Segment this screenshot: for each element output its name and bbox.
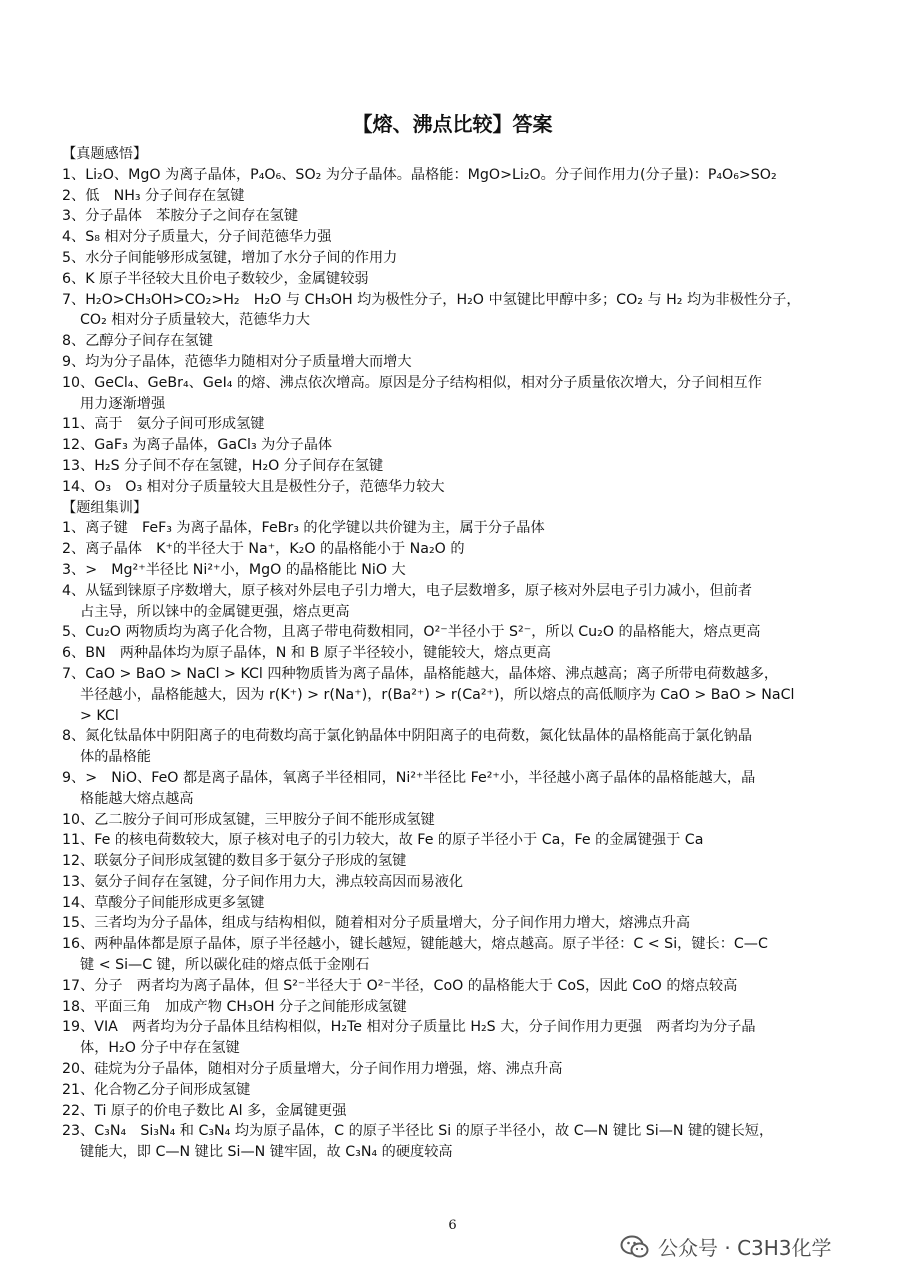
answer-line: 15、三者均为分子晶体，组成与结构相似，随着相对分子质量增大，分子间作用力增大，熔沸点升高	[62, 915, 691, 932]
answer-line: CO₂ 相对分子质量较大，范德华力大	[80, 312, 310, 329]
answer-line: 10、GeCl₄、GeBr₄、GeI₄ 的熔、沸点依次增高。原因是分子结构相似，相对分子质量依次增大，分子间相互作	[62, 374, 762, 391]
answer-line: 6、K 原子半径较大且价电子数较少，金属键较弱	[62, 270, 369, 287]
answer-line: 6、BN 两种晶体均为原子晶体，N 和 B 原子半径较小，键能较大，熔点更高	[62, 645, 551, 662]
answer-line: 5、水分子间能够形成氢键，增加了水分子间的作用力	[62, 249, 398, 266]
answer-line: 20、硅烷为分子晶体，随相对分子质量增大，分子间作用力增强，熔、沸点升高	[62, 1061, 563, 1078]
answer-line: 7、H₂O>CH₃OH>CO₂>H₂ H₂O 与 CH₃OH 均为极性分子，H₂O 中氢键比甲醇中多；CO₂ 与 H₂ 均为非极性分子，	[62, 291, 801, 308]
answer-line: 9、均为分子晶体，范德华力随相对分子质量增大而增大	[62, 353, 412, 370]
answer-line: 21、化合物乙分子间形成氢键	[62, 1081, 251, 1098]
answer-line: 占主导，所以铼中的金属键更强，熔点更高	[80, 603, 350, 620]
answer-line: 22、Ti 原子的价电子数比 Al 多，金属键更强	[62, 1102, 347, 1119]
answer-line: 键能大，即 C—N 键比 Si—N 键牢固，故 C₃N₄ 的硬度较高	[80, 1144, 453, 1161]
answer-line: 3、分子晶体 苯胺分子之间存在氢键	[62, 208, 299, 225]
answer-line: 23、C₃N₄ Si₃N₄ 和 C₃N₄ 均为原子晶体，C 的原子半径比 Si 的原子半径小，故 C—N 键比 Si—N 键的键长短，	[62, 1123, 774, 1140]
wechat-icon	[620, 1234, 650, 1260]
answer-line: 13、氨分子间存在氢键，分子间作用力大，沸点较高因而易液化	[62, 873, 464, 890]
answer-line: 11、高于 氨分子间可形成氢键	[62, 416, 265, 433]
answer-line: 14、草酸分子间能形成更多氢键	[62, 894, 265, 911]
answer-line: 13、H₂S 分子间不存在氢键，H₂O 分子间存在氢键	[62, 457, 384, 474]
answer-line: 【题组集训】	[62, 499, 148, 516]
watermark-text: 公众号 · C3H3化学	[658, 1236, 832, 1260]
answer-line: 18、平面三角 加成产物 CH₃OH 分子之间能形成氢键	[62, 998, 407, 1015]
answer-line: 体，H₂O 分子中存在氢键	[80, 1040, 240, 1057]
answer-line: 10、乙二胺分子间可形成氢键，三甲胺分子间不能形成氢键	[62, 811, 435, 828]
answer-line: 19、VIA 两者均为分子晶体且结构相似，H₂Te 相对分子质量比 H₂S 大，分子间作用力更强 两者均为分子晶	[62, 1019, 756, 1036]
answer-line: 【真题感悟】	[62, 146, 148, 162]
answer-line: 8、氮化钛晶体中阴阳离子的电荷数均高于氯化钠晶体中阴阳离子的电荷数，氮化钛晶体的晶格能高于氯化钠晶	[62, 728, 753, 745]
answer-line: 14、O₃ O₃ 相对分子质量较大且是极性分子，范德华力较大	[62, 478, 445, 495]
answer-line: > KCl	[80, 707, 119, 724]
answer-line: 17、分子 两者均为离子晶体，但 S²⁻半径大于 O²⁻半径，CoO 的晶格能大于 CoS，因此 CoO 的熔点较高	[62, 977, 738, 994]
answer-line: 1、Li₂O、MgO 为离子晶体，P₄O₆、SO₂ 为分子晶体。晶格能：MgO>Li₂O。分子间作用力(分子量)：P₄O₆>SO₂	[62, 166, 777, 183]
page-title: 【熔、沸点比较】答案	[352, 112, 553, 136]
answer-line: 3、> Mg²⁺半径比 Ni²⁺小，MgO 的晶格能比 NiO 大	[62, 561, 406, 578]
answer-line: 11、Fe 的核电荷数较大，原子核对电子的引力较大，故 Fe 的原子半径小于 Ca，Fe 的金属键强于 Ca	[62, 832, 704, 849]
answer-line: 4、S₈ 相对分子质量大，分子间范德华力强	[62, 229, 332, 246]
answer-line: 16、两种晶体都是原子晶体，原子半径越小，键长越短，键能越大，熔点越高。原子半径：C < Si，键长：C—C	[62, 936, 768, 953]
answer-line: 4、从锰到铼原子序数增大，原子核对外层电子引力增大，电子层数增多，原子核对外层电子引力减小，但前者	[62, 582, 753, 599]
watermark	[620, 1232, 832, 1261]
answer-line: 7、CaO > BaO > NaCl > KCl 四种物质皆为离子晶体，晶格能越大，晶体熔、沸点越高；离子所带电荷数越多，	[62, 665, 779, 682]
answer-line: 9、> NiO、FeO 都是离子晶体，氧离子半径相同，Ni²⁺半径比 Fe²⁺小，半径越小离子晶体的晶格能越大，晶	[62, 769, 756, 786]
answer-line: 8、乙醇分子间存在氢键	[62, 333, 213, 350]
answer-content	[62, 144, 844, 1163]
answer-line: 半径越小，晶格能越大，因为 r(K⁺) > r(Na⁺)，r(Ba²⁺) > r(Ca²⁺)，所以熔点的高低顺序为 CaO > BaO > NaCl	[80, 686, 795, 703]
answer-line: 2、离子晶体 K⁺的半径大于 Na⁺，K₂O 的晶格能小于 Na₂O 的	[62, 541, 465, 558]
page-number: 6	[448, 1218, 457, 1233]
answer-line: 5、Cu₂O 两物质均为离子化合物，且离子带电荷数相同，O²⁻半径小于 S²⁻，所以 Cu₂O 的晶格能大，熔点更高	[62, 624, 761, 641]
answer-line: 2、低 NH₃ 分子间存在氢键	[62, 187, 245, 204]
answer-line: 用力逐渐增强	[80, 395, 166, 412]
answer-line: 12、GaF₃ 为离子晶体，GaCl₃ 为分子晶体	[62, 437, 333, 454]
answer-line: 1、离子键 FeF₃ 为离子晶体，FeBr₃ 的化学键以共价键为主，属于分子晶体	[62, 520, 545, 537]
answer-line: 体的晶格能	[80, 749, 151, 766]
answer-line: 格能越大熔点越高	[80, 790, 194, 807]
answer-line: 键 < Si—C 键，所以碳化硅的熔点低于金刚石	[80, 957, 370, 974]
answer-line: 12、联氨分子间形成氢键的数目多于氨分子形成的氢键	[62, 853, 407, 870]
